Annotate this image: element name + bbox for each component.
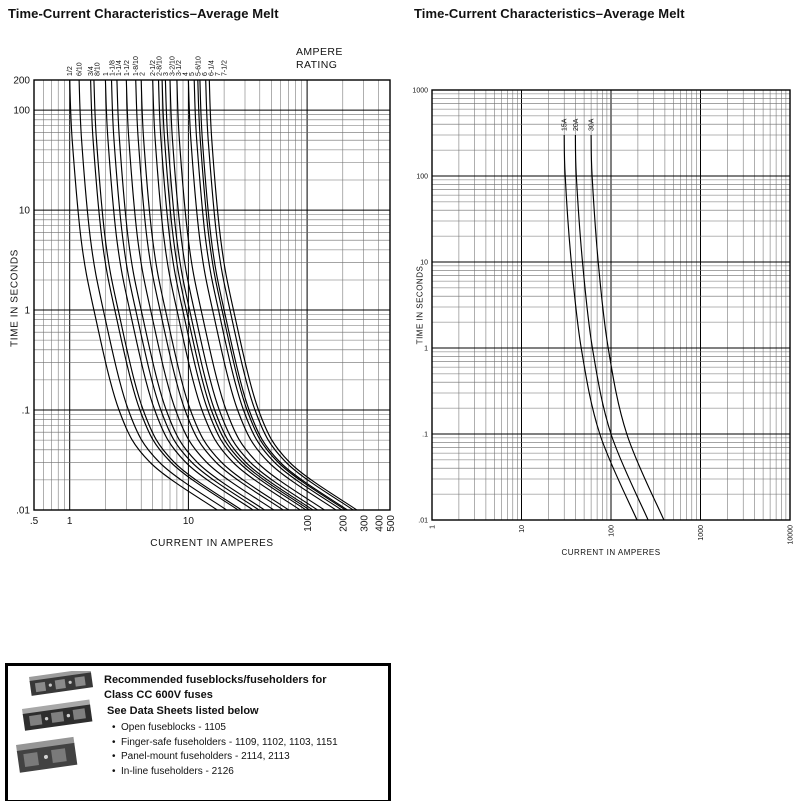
curve-label-1-1/2: 1-1/2: [123, 60, 131, 76]
x-tick-label: 10: [182, 516, 194, 527]
info-item-text: In-line fuseholders - 2126: [121, 765, 234, 777]
x-tick-label: 1: [66, 516, 73, 527]
y-tick-label: 100: [13, 105, 30, 117]
fuse-curve-2-8/10: [159, 80, 307, 510]
x-tick-label: 1000: [698, 525, 706, 541]
curve-label-2-1/2: 2-1/2: [150, 60, 158, 76]
y-tick-label: 1: [424, 345, 428, 353]
curve-label-8/10: 8/10: [94, 62, 102, 76]
curve-label-6/10: 6/10: [76, 62, 84, 76]
y-tick-label: 10: [420, 259, 428, 267]
right-chart-plot: [406, 80, 800, 555]
fuse-curve-5: [188, 80, 336, 510]
right-y-axis-title: TIME IN SECONDS: [415, 265, 425, 345]
y-tick-label: 1: [24, 305, 30, 317]
y-tick-label: .01: [418, 517, 428, 525]
x-tick-label: 500: [385, 515, 397, 532]
curve-label-3-2/10: 3-2/10: [169, 56, 177, 76]
x-tick-label: 400: [374, 515, 386, 532]
x-tick-label: 100: [608, 525, 616, 537]
y-tick-label: .1: [422, 431, 428, 439]
info-item-text: Open fuseblocks - 1105: [121, 722, 226, 734]
curve-label-3: 3: [163, 72, 171, 76]
curve-label-5-6/10: 5-6/10: [195, 56, 203, 76]
y-tick-label: 200: [13, 75, 30, 87]
left-chart-canvas: [0, 46, 400, 546]
curve-label-1-8/10: 1-8/10: [133, 56, 141, 76]
fuse-curve-4: [177, 80, 325, 510]
x-tick-label: 300: [359, 515, 371, 532]
list-item: [112, 750, 384, 765]
y-tick-label: .1: [21, 405, 30, 417]
info-item-list: [104, 721, 384, 779]
list-item: [112, 765, 384, 780]
fuseholder-info-box: [5, 663, 391, 801]
curve-label-7-1/2: 7-1/2: [221, 60, 229, 76]
right-chart-canvas: [406, 80, 800, 550]
curve-label-1: 1: [102, 72, 110, 76]
x-tick-label: 1: [429, 525, 437, 529]
fuseholder-info-text: [100, 671, 384, 794]
x-tick-label: .5: [29, 516, 39, 527]
info-item-text: Panel-mount fuseholders - 2114, 2113: [121, 751, 290, 763]
list-item: [112, 721, 384, 736]
ampere-rating-line1: AMPERE: [296, 46, 343, 58]
fuse-curve-3-2/10: [165, 80, 313, 510]
fuse-curve-6-1/4: [200, 80, 348, 510]
fuse-curve-15A: [564, 135, 637, 520]
list-item: [112, 736, 384, 751]
ampere-rating-line2: RATING: [296, 59, 338, 72]
left-chart-plot: [0, 46, 400, 551]
fuse-curve-1-1/8: [112, 80, 260, 510]
left-chart-title: Time-Current Characteristics–Average Melt: [8, 6, 279, 21]
curve-label-6-1/4: 6-1/4: [208, 60, 216, 76]
curve-label-5: 5: [189, 72, 197, 76]
y-tick-label: 10: [18, 205, 30, 217]
fuse-curve-30A: [591, 135, 664, 520]
fuseblock-photo: [12, 671, 100, 794]
curve-label-3-1/2: 3-1/2: [176, 60, 184, 76]
right-x-axis-title: CURRENT IN AMPERES: [561, 548, 661, 557]
x-tick-label: 10: [519, 525, 527, 533]
left-x-axis-title: CURRENT IN AMPERES: [150, 538, 274, 549]
curve-label-1/2: 1/2: [67, 66, 75, 76]
x-tick-label: 200: [338, 515, 350, 532]
bullet-icon: •: [112, 736, 116, 748]
info-heading-line1: Recommended fuseblocks/fuseholders for: [104, 674, 327, 686]
curve-label-1-1/4: 1-1/4: [115, 60, 123, 76]
y-tick-label: 1000: [412, 87, 428, 95]
curve-label-2-8/10: 2-8/10: [156, 56, 164, 76]
y-tick-label: .01: [16, 505, 30, 517]
fuseblock-photo-svg: [12, 671, 98, 789]
curve-label-1-1/8: 1-1/8: [109, 60, 117, 76]
curve-label-4: 4: [182, 72, 190, 76]
info-heading-line2: Class CC 600V fuses: [104, 688, 213, 701]
bullet-icon: •: [112, 751, 116, 763]
right-chart-title: Time-Current Characteristics–Average Melt: [414, 6, 685, 21]
curve-label-3/4: 3/4: [88, 66, 96, 76]
curve-label-15A: 15A: [561, 118, 569, 131]
curve-label-2: 2: [139, 72, 147, 76]
y-tick-label: 100: [416, 173, 428, 181]
curve-label-20A: 20A: [572, 118, 580, 131]
x-tick-label: 100: [302, 515, 314, 532]
curve-label-6: 6: [202, 72, 210, 76]
left-y-axis-title: TIME IN SECONDS: [9, 249, 21, 347]
curve-label-7: 7: [215, 72, 223, 76]
fuse-curve-5-6/10: [194, 80, 342, 510]
info-item-text: Finger-safe fuseholders - 1109, 1102, 1103, 1151: [121, 736, 338, 748]
curve-label-30A: 30A: [588, 118, 596, 131]
x-tick-label: 10000: [787, 525, 795, 545]
info-subheading: See Data Sheets listed below: [107, 704, 259, 717]
bullet-icon: •: [112, 765, 116, 777]
bullet-icon: •: [112, 722, 116, 734]
